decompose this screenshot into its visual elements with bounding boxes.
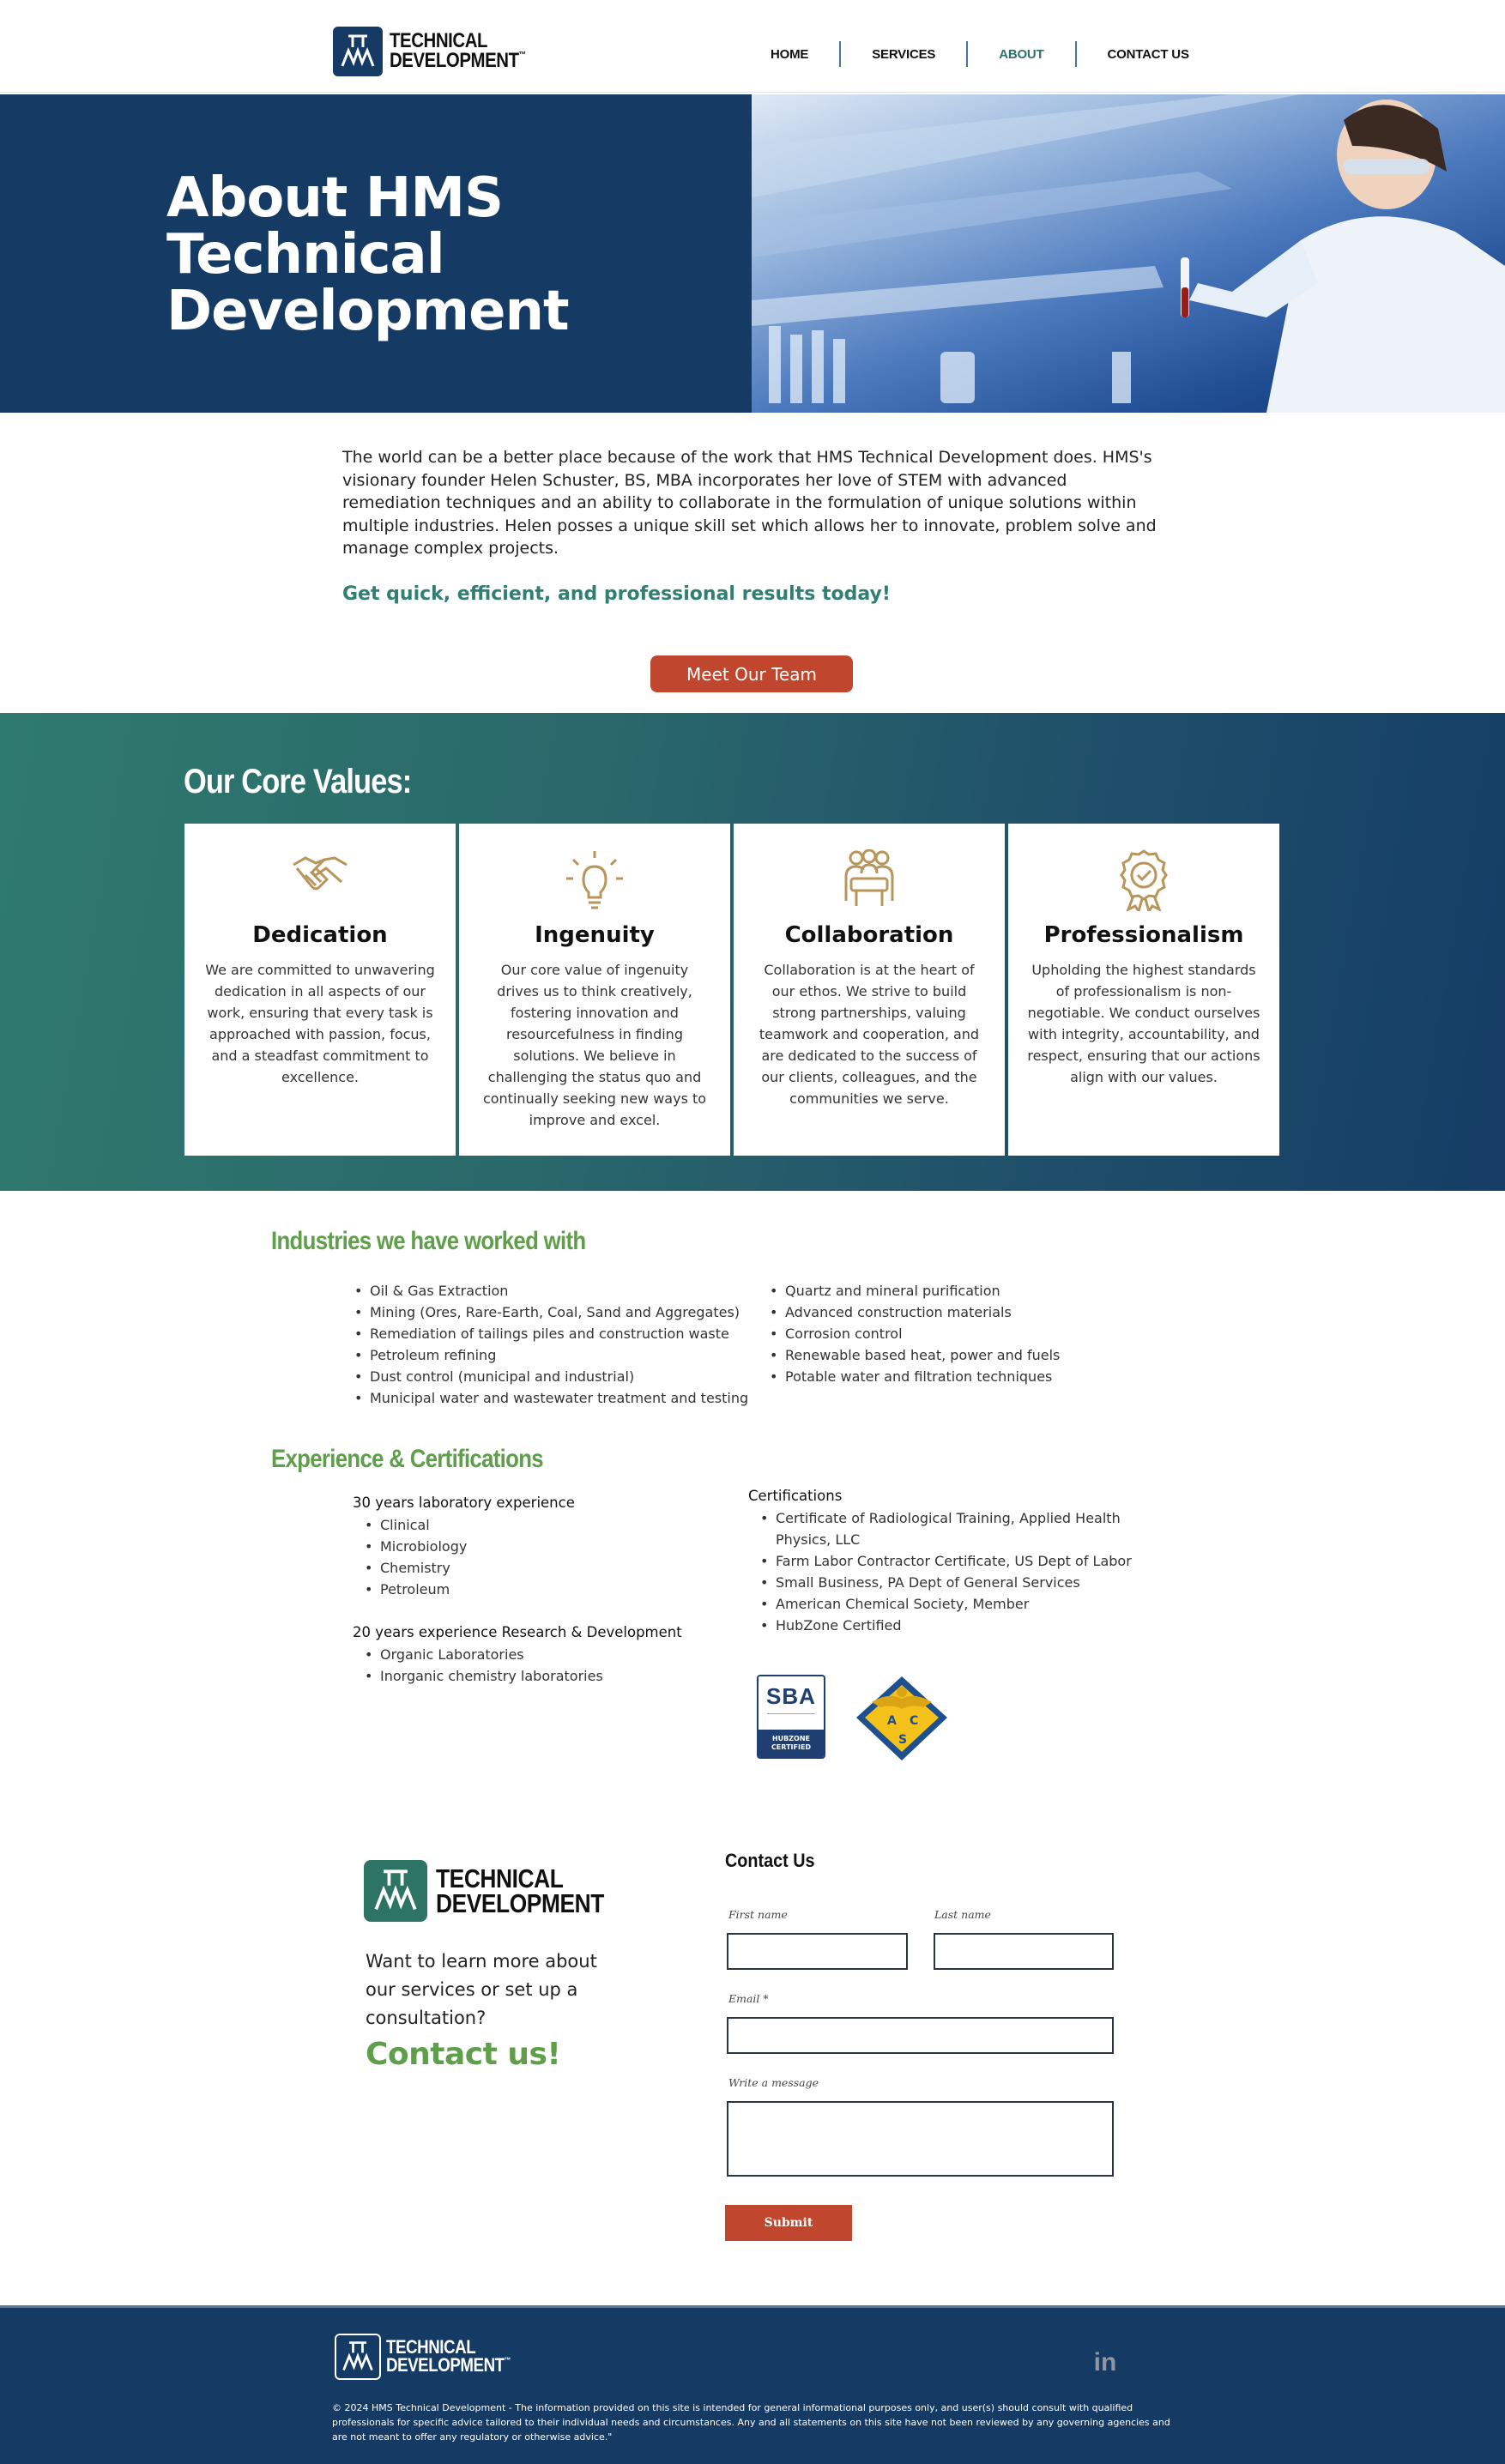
list-item: • Chemistry xyxy=(361,1557,467,1579)
about-intro-paragraph: The world can be a better place because of the work that HMS Technical Development does. HMS's visionary founder Helen Schuster, BS, MBA incorporates her love of STEM with advanced remediation techniques and an ability to collaborate in the formulation of unique solutions within multiple industries. Helen posses a unique skill set which allows her to innovate, problem solve and manage complex projects. xyxy=(342,448,1157,558)
tagline: Get quick, efficient, and professional results today! xyxy=(342,583,891,605)
acs-letter-s: S xyxy=(898,1733,908,1747)
list-item: • Clinical xyxy=(361,1514,467,1536)
list-item: • American Chemical Society, Member xyxy=(757,1593,1143,1615)
experience-heading: Experience & Certifications xyxy=(271,1445,543,1473)
message-label: Write a message xyxy=(728,2076,819,2089)
first-name-input[interactable] xyxy=(727,1933,908,1970)
industries-list-right xyxy=(766,1280,1060,1387)
contact-logo xyxy=(364,1860,633,1922)
contact-cta: Contact us! xyxy=(366,2037,561,2072)
email-label: Email * xyxy=(728,1992,769,2005)
contact-form-title: Contact Us xyxy=(725,1850,815,1871)
value-card-professionalism xyxy=(1008,824,1279,1156)
page-title xyxy=(166,166,569,343)
acs-eagle-emblem-icon xyxy=(855,1673,949,1762)
flask-logo-icon xyxy=(335,2334,381,2380)
list-item: • Municipal water and wastewater treatment and testing xyxy=(351,1387,748,1409)
value-card-title: Collaboration xyxy=(784,922,954,948)
logo-tm: ™ xyxy=(518,51,526,60)
logo-wordmark xyxy=(386,2336,511,2376)
badge-divider xyxy=(767,1713,815,1724)
list-item: • Farm Labor Contractor Certificate, US Dept of Labor xyxy=(757,1550,1143,1572)
nav-contact-us[interactable]: CONTACT US xyxy=(1107,46,1189,62)
list-item: • Oil & Gas Extraction xyxy=(351,1280,748,1301)
sba-caption: HUBZONE CERTIFIED xyxy=(759,1730,824,1757)
main-nav xyxy=(740,41,1220,67)
value-card-text: Our core value of ingenuity drives us to think creatively, fostering innovation and resourcefulness in finding solutions. We believe in challenging the status quo and continually seeking new ways to improve and excel. xyxy=(482,962,707,1128)
list-item: • Inorganic chemistry laboratories xyxy=(361,1665,603,1687)
list-item: • Small Business, PA Dept of General Services xyxy=(757,1572,1143,1593)
value-card-dedication xyxy=(184,824,456,1156)
list-item: • Potable water and filtration techniques xyxy=(766,1366,1060,1387)
list-item: • Remediation of tailings piles and construction waste xyxy=(351,1323,748,1344)
core-values-cards xyxy=(184,824,1279,1156)
logo-line1: TECHNICAL xyxy=(436,1863,564,1893)
list-item: • Certificate of Radiological Training, Applied Health Physics, LLC xyxy=(757,1507,1143,1550)
list-item: • Petroleum xyxy=(361,1579,467,1600)
industries-list-left xyxy=(351,1280,748,1409)
logo-tm: ™ xyxy=(504,2356,511,2364)
value-card-title: Ingenuity xyxy=(535,922,655,948)
first-name-label: First name xyxy=(728,1908,788,1921)
logo-wordmark xyxy=(390,29,526,72)
list-item: • HubZone Certified xyxy=(757,1615,1143,1636)
list-item: • Corrosion control xyxy=(766,1323,1060,1344)
certifications-label: Certifications xyxy=(748,1488,843,1504)
logo-line2: DEVELOPMENT xyxy=(390,49,519,72)
value-card-text: Collaboration is at the heart of our ethos. We strive to build strong partnerships, valuing teamwork and cooperation, and are dedicated to the success of our clients, colleagues, and the communities we serve. xyxy=(759,962,980,1107)
acs-letter-c: C xyxy=(910,1714,919,1728)
nav-about[interactable]: ABOUT xyxy=(999,46,1044,62)
acs-badge xyxy=(855,1673,949,1762)
logo-line2: DEVELOPMENT xyxy=(436,1888,604,1918)
list-item: • Petroleum refining xyxy=(351,1344,748,1366)
certifications-list xyxy=(757,1507,1143,1636)
sba-hubzone-badge xyxy=(757,1675,825,1759)
footer-logo[interactable] xyxy=(335,2334,532,2380)
value-card-text: Upholding the highest standards of professionalism is non-negotiable. We conduct ourselves with integrity, accountability, and respect, ensuring that our actions align with our values. xyxy=(1027,962,1260,1085)
list-item: • Microbiology xyxy=(361,1536,467,1557)
flask-logo-icon xyxy=(364,1860,427,1922)
logo-line1: TECHNICAL xyxy=(386,2336,476,2358)
email-input[interactable] xyxy=(727,2017,1114,2054)
handshake-icon xyxy=(184,849,456,897)
page-title-line1: About HMS xyxy=(166,166,504,230)
footer-disclaimer: © 2024 HMS Technical Development - The information provided on this site is intended for general informational purposes only, and user(s) should consult with qualified professionals for specific advice tailored to their individual needs and circumstances. Any and all statements on this site have not been reviewed by any governing agencies and are not meant to offer any regulatory or otherwise advice." xyxy=(332,2402,1170,2443)
nav-services[interactable]: SERVICES xyxy=(872,46,936,62)
header-logo[interactable] xyxy=(333,27,550,76)
message-textarea[interactable] xyxy=(727,2101,1114,2177)
site-header xyxy=(0,0,1505,93)
list-item: • Advanced construction materials xyxy=(766,1301,1060,1323)
last-name-input[interactable] xyxy=(934,1933,1114,1970)
nav-home[interactable]: HOME xyxy=(771,46,809,62)
last-name-label: Last name xyxy=(934,1908,991,1921)
rd-experience-list xyxy=(361,1644,603,1687)
industries-heading: Industries we have worked with xyxy=(271,1227,586,1255)
contact-blurb: Want to learn more about our services or set up a consultation? xyxy=(366,1951,597,2028)
page-title-line2: Technical xyxy=(166,223,444,287)
award-ribbon-icon xyxy=(1008,849,1279,911)
lab-experience-list xyxy=(361,1514,467,1600)
logo-line1: TECHNICAL xyxy=(390,29,488,53)
meet-our-team-button[interactable]: Meet Our Team xyxy=(650,655,853,692)
sba-logo-text: SBA xyxy=(766,1683,816,1709)
list-item: • Quartz and mineral purification xyxy=(766,1280,1060,1301)
core-values-section xyxy=(0,713,1505,1191)
value-card-ingenuity xyxy=(459,824,730,1156)
value-card-title: Professionalism xyxy=(1043,922,1244,948)
list-item: • Renewable based heat, power and fuels xyxy=(766,1344,1060,1366)
laboratory-scientist-photo xyxy=(752,94,1505,413)
list-item: • Dust control (municipal and industrial) xyxy=(351,1366,748,1387)
lab-experience-label: 30 years laboratory experience xyxy=(353,1495,575,1511)
flask-logo-icon xyxy=(333,27,383,76)
submit-button[interactable]: Submit xyxy=(725,2205,852,2241)
linkedin-icon[interactable]: in xyxy=(1093,2348,1117,2376)
list-item: • Organic Laboratories xyxy=(361,1644,603,1665)
value-card-title: Dedication xyxy=(252,922,388,948)
team-icon xyxy=(734,849,1005,909)
acs-letter-a: A xyxy=(887,1714,897,1728)
hero-title-panel xyxy=(0,94,752,413)
page-title-line3: Development xyxy=(166,280,569,343)
hero-section xyxy=(0,94,1505,413)
logo-wordmark xyxy=(436,1863,604,1918)
lightbulb-icon xyxy=(459,849,730,909)
list-item: • Mining (Ores, Rare-Earth, Coal, Sand and Aggregates) xyxy=(351,1301,748,1323)
core-values-heading: Our Core Values: xyxy=(184,763,412,800)
rd-experience-label: 20 years experience Research & Development xyxy=(353,1624,682,1640)
value-card-collaboration xyxy=(734,824,1005,1156)
site-footer xyxy=(0,2305,1505,2464)
logo-line2: DEVELOPMENT xyxy=(386,2354,505,2376)
value-card-text: We are committed to unwavering dedication in all aspects of our work, ensuring that every task is approached with passion, focus, and a steadfast commitment to excellence. xyxy=(205,962,435,1085)
